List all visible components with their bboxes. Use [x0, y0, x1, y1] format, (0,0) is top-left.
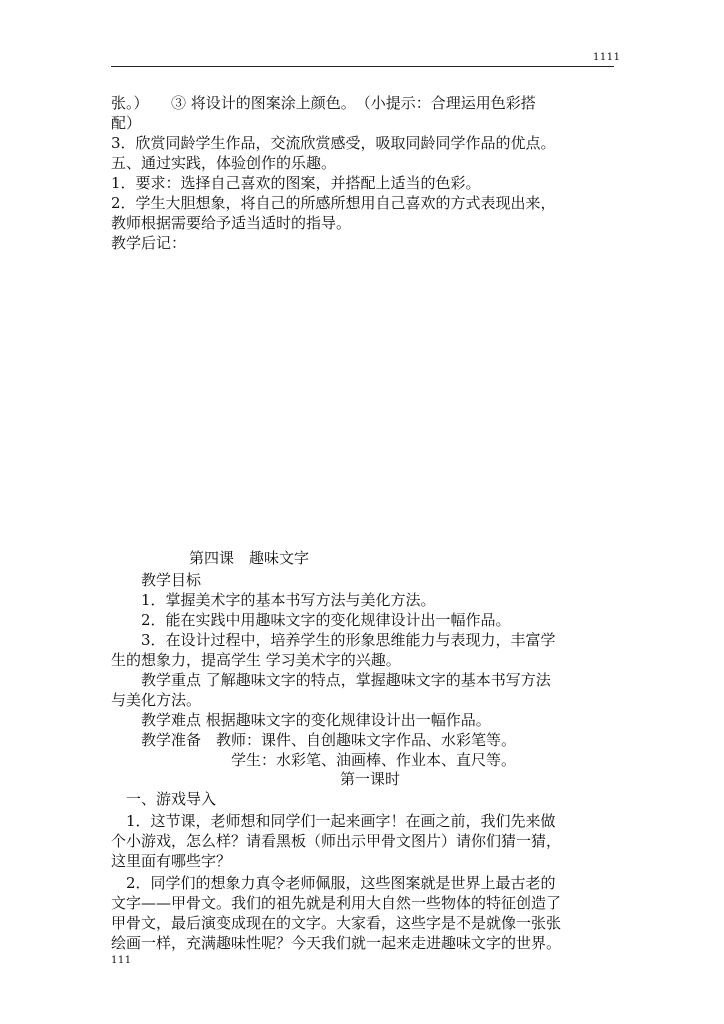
body-line: 文字——甲骨文。我们的祖先就是利用大自然一些物体的特征创造了	[111, 894, 562, 912]
lesson-line: 生的想象力，提高学生 学习美术字的兴趣。	[111, 651, 401, 669]
lesson-line: 1．掌握美术字的基本书写方法与美化方法。	[111, 591, 436, 609]
top-text-line: 2．学生大胆想象，将自己的所感所想用自己喜欢的方式表现出来，	[111, 194, 556, 212]
body-line: 一、游戏导入	[111, 790, 217, 808]
page-footer-number: 111	[111, 955, 132, 966]
top-text-line: 张。） ③ 将设计的图案涂上颜色。 （小提示：合理运用色彩搭	[111, 94, 536, 112]
body-line: 绘画一样，充满趣味性呢？今天我们就一起来走进趣味文字的世界。	[111, 934, 562, 952]
top-text-line: 五、通过实践，体验创作的乐趣。	[111, 154, 337, 172]
body-line: 这里面有哪些字？	[111, 852, 232, 870]
lesson-line: 教学目标	[111, 571, 202, 589]
header-rule	[111, 66, 614, 67]
body-line: 2．同学们的想象力真令老师佩服，这些图案就是世界上最古老的	[111, 874, 556, 892]
body-line: 个小游戏，怎么样？请看黑板（师出示甲骨文图片）请你们猜一猜，	[111, 832, 562, 850]
lesson-title: 第四课 趣味文字	[189, 549, 310, 567]
teaching-notes-label: 教学后记：	[111, 234, 187, 252]
page-header-number: 1111	[593, 52, 621, 63]
lesson-line: 教学重点 了解趣味文字的特点，掌握趣味文字的基本书写方法	[111, 671, 551, 689]
lesson-line: 教学难点 根据趣味文字的变化规律设计出一幅作品。	[111, 711, 491, 729]
body-line: 甲骨文，最后演变成现在的文字。大家看，这些字是不是就像一张张	[111, 914, 562, 932]
lesson-line: 与美化方法。	[111, 691, 202, 709]
lesson-line: 学生：水彩笔、油画棒、作业本、直尺等。	[111, 751, 517, 769]
top-text-line: 配）	[111, 114, 142, 132]
lesson-line: 教学准备 教师：课件、自创趣味文字作品、水彩笔等。	[111, 731, 517, 749]
top-text-line: 1．要求：选择自己喜欢的图案，并搭配上适当的色彩。	[111, 174, 481, 192]
top-text-line: 教师根据需要给予适当适时的指导。	[111, 214, 352, 232]
body-line: 1．这节课，老师想和同学们一起来画字！在画之前，我们先来做	[111, 812, 556, 830]
lesson-line: 3．在设计过程中，培养学生的形象思维能力与表现力，丰富学	[111, 631, 556, 649]
lesson-line: 2．能在实践中用趣味文字的变化规律设计出一幅作品。	[111, 611, 511, 629]
session-title: 第一课时	[340, 770, 401, 788]
top-text-line: 3．欣赏同龄学生作品，交流欣赏感受，吸取同龄同学作品的优点。	[111, 134, 556, 152]
